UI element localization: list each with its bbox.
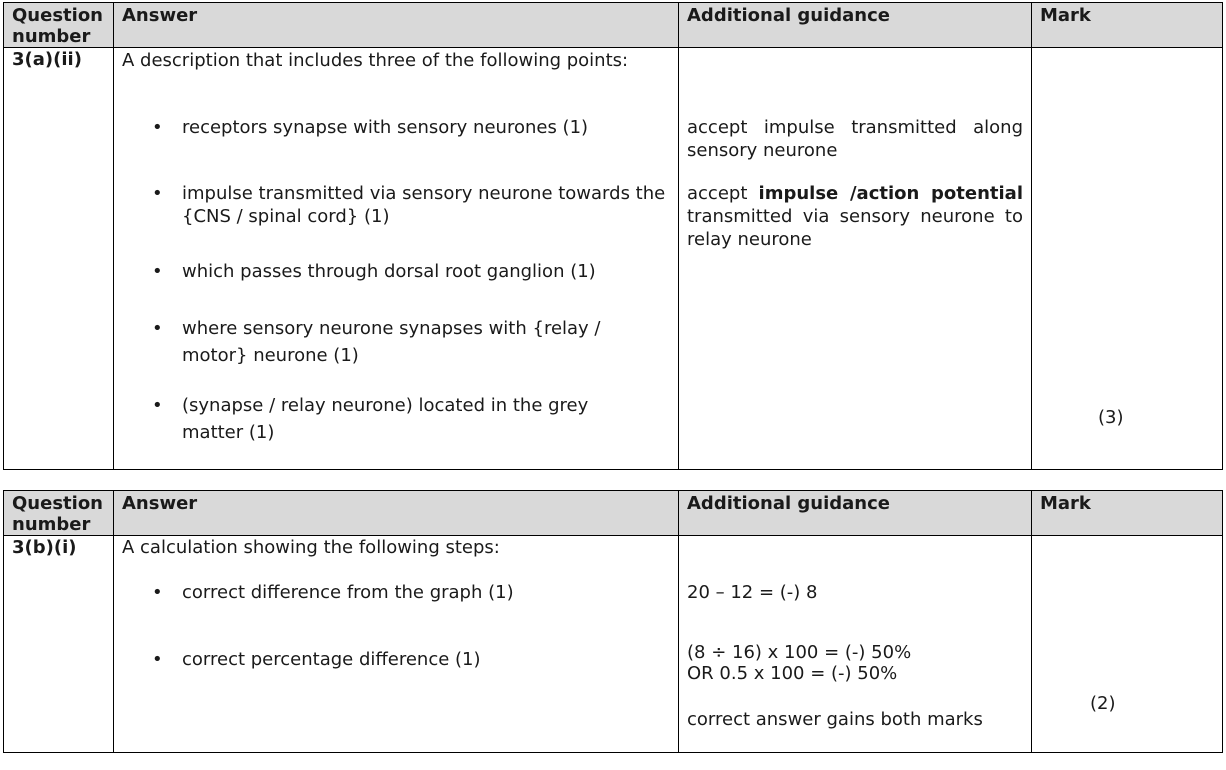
question-number: 3(b)(i)	[4, 536, 114, 753]
mark-value: (3)	[1098, 407, 1124, 428]
guidance-2-line-1: (8 ÷ 16) x 100 = (-) 50%	[687, 642, 912, 663]
answer-cell	[114, 536, 679, 753]
header-additional-guidance: Additional guidance	[679, 3, 1032, 48]
answer-point-3: • which passes through dorsal root ganglion (1)	[182, 260, 672, 283]
guidance-3: correct answer gains both marks	[687, 709, 983, 730]
answer-point-1: • correct difference from the graph (1)	[182, 581, 672, 604]
header-answer: Answer	[114, 491, 679, 536]
answer-intro: A description that includes three of the following points:	[122, 50, 629, 71]
guidance-1: 20 – 12 = (-) 8	[687, 582, 818, 603]
guidance-2-prefix: accept	[687, 183, 759, 204]
answer-point-1: • receptors synapse with sensory neurones (1)	[182, 116, 672, 139]
guidance-2	[687, 182, 1023, 251]
answer-intro: A calculation showing the following steps:	[122, 537, 500, 558]
answer-point-2: • correct percentage difference (1)	[182, 648, 672, 671]
body-row	[4, 48, 1223, 470]
guidance-2-bold: impulse /action potential	[758, 183, 1023, 204]
body-row	[4, 536, 1223, 753]
mark-scheme-table-3b-i	[3, 490, 1223, 753]
answer-point-4: • where sensory neurone synapses with {relay / motor} neurone (1)	[182, 315, 622, 369]
answer-point-5: • (synapse / relay neurone) located in the grey matter (1)	[182, 392, 622, 446]
guidance-cell	[679, 536, 1032, 753]
mark-cell	[1032, 48, 1223, 470]
header-additional-guidance: Additional guidance	[679, 491, 1032, 536]
guidance-2-line-2: OR 0.5 x 100 = (-) 50%	[687, 663, 898, 684]
guidance-2	[687, 642, 911, 684]
guidance-1: accept impulse transmitted along sensory neurone	[687, 117, 1023, 161]
header-row	[4, 3, 1223, 48]
question-number: 3(a)(ii)	[4, 48, 114, 470]
guidance-2-rest: transmitted via sensory neurone to relay neurone	[687, 206, 1023, 250]
header-row	[4, 491, 1223, 536]
header-question-number: Question number	[4, 3, 114, 48]
header-mark: Mark	[1032, 3, 1223, 48]
answer-point-2: • impulse transmitted via sensory neurone towards the {CNS / spinal cord} (1)	[182, 182, 672, 228]
answer-cell	[114, 48, 679, 470]
mark-cell	[1032, 536, 1223, 753]
guidance-cell	[679, 48, 1032, 470]
header-question-number: Question number	[4, 491, 114, 536]
mark-value: (2)	[1090, 693, 1116, 714]
header-answer: Answer	[114, 3, 679, 48]
mark-scheme-table-3a-ii	[3, 2, 1223, 470]
header-mark: Mark	[1032, 491, 1223, 536]
